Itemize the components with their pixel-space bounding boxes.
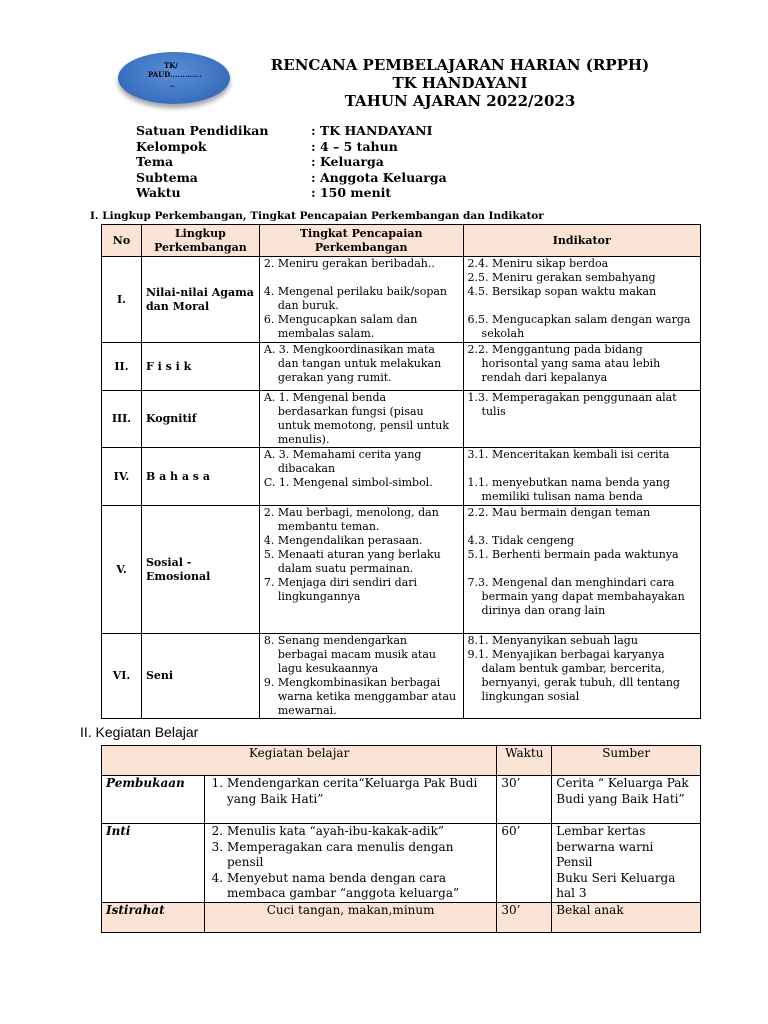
tingkat-item: A. 1. Mengenal benda berdasarkan fungsi (pisau untuk memotong, pensil untuk menulis). (263, 391, 450, 446)
indikator-item: 1.3. Memperagakan penggunaan alat tulis (467, 391, 677, 418)
activity-item: 4. Menyebut nama benda dengan cara membaca gambar “anggota keluarga” (227, 871, 492, 902)
activity-list (209, 824, 492, 902)
school-badge (118, 52, 230, 104)
row-number: III. (102, 391, 142, 448)
info-row (136, 139, 447, 155)
table-row (102, 343, 701, 391)
indikator-item: 2.5. Meniru gerakan sembahyang (467, 271, 656, 284)
indikator-item: 6.5. Mengucapkan salam dengan warga sekolah (467, 313, 691, 340)
activity-time: 30’ (497, 776, 552, 824)
indikator-item: 2.2. Mau bermain dengan teman (467, 506, 651, 519)
row-lingkup: Nilai-nilai Agama dan Moral (141, 257, 259, 343)
info-value: : 150 menit (311, 185, 392, 200)
row-lingkup: F i s i k (141, 343, 259, 391)
indikator-item (468, 562, 696, 576)
info-key: Satuan Pendidikan (136, 123, 269, 138)
col-header-indikator: Indikator (463, 225, 700, 257)
info-row (136, 154, 447, 170)
tingkat-item: 4. Mengenal perilaku baik/sopan dan buruk. (263, 285, 448, 312)
row-lingkup: Sosial - Emosional (141, 506, 259, 634)
row-lingkup: B a h a s a (141, 448, 259, 506)
header-title: RENCANA PEMBELAJARAN HARIAN (RPPH) (270, 56, 650, 74)
activity-source (552, 776, 701, 824)
row-lingkup: Seni (141, 634, 259, 719)
activity-time: 60’ (497, 824, 552, 903)
activity-items (204, 824, 496, 903)
tingkat-item (264, 271, 459, 285)
badge-line2: PAUD............. (148, 70, 202, 79)
row-tingkat (259, 448, 463, 506)
table-row (102, 448, 701, 506)
row-number: IV. (102, 448, 142, 506)
tingkat-item: A. 3. Mengkoordinasikan mata dan tangan untuk melakukan gerakan yang rumit. (263, 343, 442, 384)
indikator-item: 8.1. Menyanyikan sebuah lagu (467, 634, 638, 647)
source-item: Buku Seri Keluarga hal 3 (556, 870, 676, 900)
source-item: Pensil (556, 855, 593, 869)
indikator-item: 4.3. Tidak cengeng (467, 534, 575, 547)
table-row (102, 506, 701, 634)
table-row (102, 634, 701, 719)
col-header-tingkat: Tingkat Pencapaian Perkembangan (259, 225, 463, 257)
row-number: I. (102, 257, 142, 343)
info-key: Subtema (136, 169, 198, 185)
info-key: Tema (136, 154, 174, 169)
indikator-item: 4.5. Bersikap sopan waktu makan (467, 285, 657, 298)
indikator-item: 2.4. Meniru sikap berdoa (467, 257, 609, 270)
activity-item: 3. Memperagakan cara menulis dengan pensil (227, 840, 492, 871)
activity-items (204, 902, 496, 932)
section2-title: II. Kegiatan Belajar (80, 724, 199, 740)
activity-table (101, 745, 701, 933)
tingkat-item: 2. Meniru gerakan beribadah.. (263, 257, 435, 270)
activity-row (102, 902, 701, 932)
row-number: VI. (102, 634, 142, 719)
col-header-kegiatan: Kegiatan belajar (102, 746, 497, 776)
row-number: II. (102, 343, 142, 391)
activity-item: 1. Mendengarkan cerita“Keluarga Pak Budi yang Baik Hati” (227, 776, 492, 807)
tingkat-item: 9. Mengkombinasikan berbagai warna ketika menggambar atau mewarnai. (263, 676, 457, 717)
indikator-item: 9.1. Menyajikan berbagai karyanya dalam bentuk gambar, bercerita, bernyanyi, gerak tubuh, dll tentang lingkungan sosial (467, 648, 680, 703)
tingkat-item: A. 3. Memahami cerita yang dibacakan (263, 448, 422, 475)
info-value: : Keluarga (311, 154, 384, 169)
info-row (136, 185, 447, 201)
row-indikator (463, 634, 700, 719)
indikator-item: 7.3. Mengenal dan menghindari cara bermain yang dapat membahayakan dirinya dan orang lain (467, 576, 685, 617)
source-item: Bekal anak (556, 902, 624, 917)
info-value: : TK HANDAYANI (311, 123, 433, 138)
indikator-item: 3.1. Menceritakan kembali isi cerita (467, 448, 670, 461)
row-tingkat (259, 257, 463, 343)
col-header-sumber: Sumber (552, 746, 701, 776)
row-number: V. (102, 506, 142, 634)
development-table-body (102, 257, 701, 719)
activity-label: Istirahat (102, 902, 205, 932)
activity-text: Cuci tangan, makan,minum (266, 902, 435, 917)
activity-time: 30’ (497, 902, 552, 932)
indikator-item: 1.1. menyebutkan nama benda yang memiliki tulisan nama benda (467, 476, 670, 503)
indikator-item: 2.2. Menggantung pada bidang horisontal yang sama atau lebih rendah dari kepalanya (467, 343, 661, 384)
tingkat-item: 4. Mengendalikan perasaan. (263, 534, 423, 547)
indikator-item (468, 299, 696, 313)
row-tingkat (259, 506, 463, 634)
indikator-item: 5.1. Berhenti bermain pada waktunya (467, 548, 679, 561)
row-lingkup: Kognitif (141, 391, 259, 448)
tingkat-item: C. 1. Mengenal simbol-simbol. (263, 476, 433, 489)
info-value: : Anggota Keluarga (311, 169, 447, 185)
activity-row (102, 776, 701, 824)
tingkat-item: 8. Senang mendengarkan berbagai macam musik atau lagu kesukaannya (263, 634, 436, 675)
info-row (136, 123, 447, 139)
row-indikator (463, 391, 700, 448)
activity-items (204, 776, 496, 824)
indikator-item (468, 520, 696, 534)
table-row (102, 391, 701, 448)
development-table (101, 224, 701, 719)
source-item: Cerita “ Keluarga Pak Budi yang Baik Hati” (556, 776, 689, 806)
header-school: TK HANDAYANI (392, 74, 528, 92)
activity-label: Inti (102, 824, 205, 903)
activity-label: Pembukaan (102, 776, 205, 824)
indikator-item (468, 462, 696, 476)
document-header (260, 56, 660, 110)
row-indikator (463, 343, 700, 391)
table-row (102, 257, 701, 343)
badge-line1: TK/ (164, 61, 178, 70)
header-year: TAHUN AJARAN 2022/2023 (344, 92, 576, 110)
section1-title: I. Lingkup Perkembangan, Tingkat Pencapaian Perkembangan dan Indikator (90, 210, 544, 222)
info-row (136, 170, 447, 186)
tingkat-item: 7. Menjaga diri sendiri dari lingkungannya (263, 576, 418, 603)
row-indikator (463, 257, 700, 343)
tingkat-item: 6. Mengucapkan salam dan membalas salam. (263, 313, 418, 340)
activity-item: 2. Menulis kata “ayah-ibu-kakak-adik” (227, 824, 492, 840)
activity-source (552, 824, 701, 903)
col-header-waktu: Waktu (497, 746, 552, 776)
tingkat-item: 5. Menaati aturan yang berlaku dalam suatu permainan. (263, 548, 441, 575)
row-indikator (463, 448, 700, 506)
info-value: : 4 – 5 tahun (311, 138, 398, 154)
row-tingkat (259, 343, 463, 391)
col-header-no: No (102, 225, 142, 257)
badge-line3: .. (170, 80, 175, 89)
info-key: Kelompok (136, 138, 207, 154)
activity-row (102, 824, 701, 903)
row-indikator (463, 506, 700, 634)
col-header-lingkup: Lingkup Perkembangan (141, 225, 259, 257)
activity-table-body (102, 776, 701, 933)
row-tingkat (259, 391, 463, 448)
activity-list (209, 776, 492, 807)
info-block (136, 123, 447, 201)
activity-source (552, 902, 701, 932)
row-tingkat (259, 634, 463, 719)
info-key: Waktu (136, 185, 181, 200)
source-item: Lembar kertas berwarna warni (556, 824, 654, 854)
tingkat-item: 2. Mau berbagi, menolong, dan membantu teman. (263, 506, 439, 533)
